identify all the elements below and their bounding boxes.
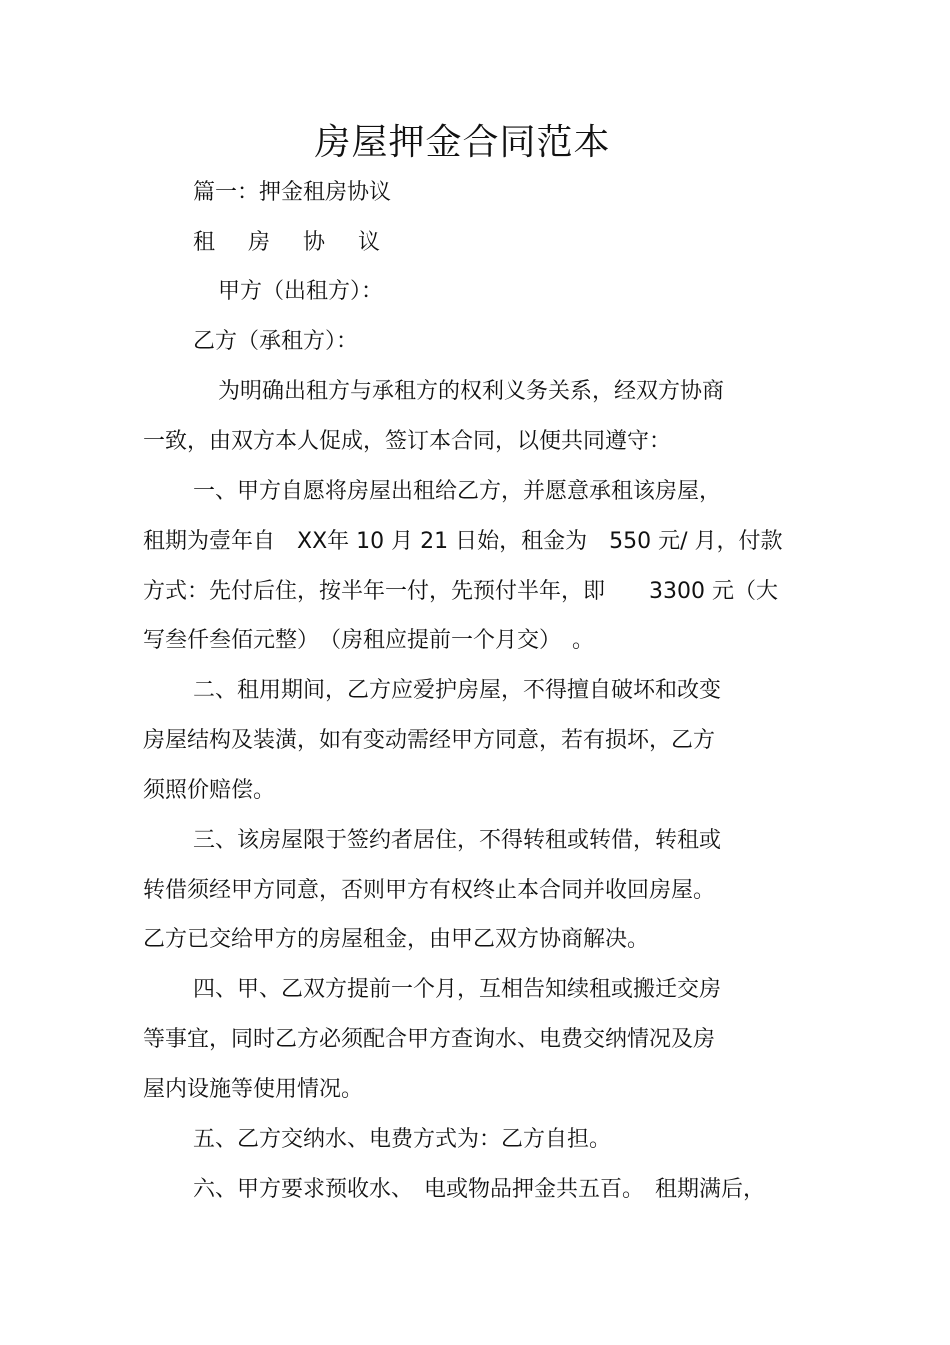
paragraph-line: 须照价赔偿。 [143,778,276,803]
agreement-heading: 租 房 协 议 [193,230,393,255]
paragraph-line: 等事宜，同时乙方必须配合甲方查询水、电费交纳情况及房 [143,1027,716,1052]
paragraph-line: 四、甲、乙双方提前一个月，互相告知续租或搬迁交房 [193,977,722,1002]
paragraph-line: 方式：先付后住，按半年一付，先预付半年，即 3300 元（大 [143,579,778,604]
paragraph-line: 乙方已交给甲方的房屋租金，由甲乙双方协商解决。 [143,927,650,952]
paragraph-line: 写叁仟叁佰元整） （房租应提前一个月交） 。 [143,628,595,653]
section-heading: 篇一：押金租房协议 [193,180,392,205]
party-a-line: 甲方（出租方）： [218,279,384,304]
paragraph-line: 房屋结构及装潢，如有变动需经甲方同意，若有损坏，乙方 [143,728,716,753]
paragraph-line: 租期为壹年自 XX年 10 月 21 日始，租金为 550 元/ 月，付款 [143,529,783,554]
paragraph-line: 二、租用期间，乙方应爱护房屋，不得擅自破坏和改变 [193,678,722,703]
paragraph-line: 为明确出租方与承租方的权利义务关系，经双方协商 [218,379,725,404]
paragraph-line: 六、甲方要求预收水、 电或物品押金共五百。 租期满后， [193,1177,766,1202]
document-title: 房屋押金合同范本 [314,122,611,163]
paragraph-line: 一、甲方自愿将房屋出租给乙方，并愿意承租该房屋， [193,479,722,504]
party-b-line: 乙方（承租方）： [193,329,359,354]
paragraph-line: 转借须经甲方同意，否则甲方有权终止本合同并收回房屋。 [143,878,716,903]
paragraph-line: 五、乙方交纳水、电费方式为：乙方自担。 [193,1127,612,1152]
paragraph-line: 屋内设施等使用情况。 [143,1077,364,1102]
paragraph-line: 一致，由双方本人促成，签订本合同，以便共同遵守： [143,429,672,454]
paragraph-line: 三、该房屋限于签约者居住，不得转租或转借，转租或 [193,828,722,853]
